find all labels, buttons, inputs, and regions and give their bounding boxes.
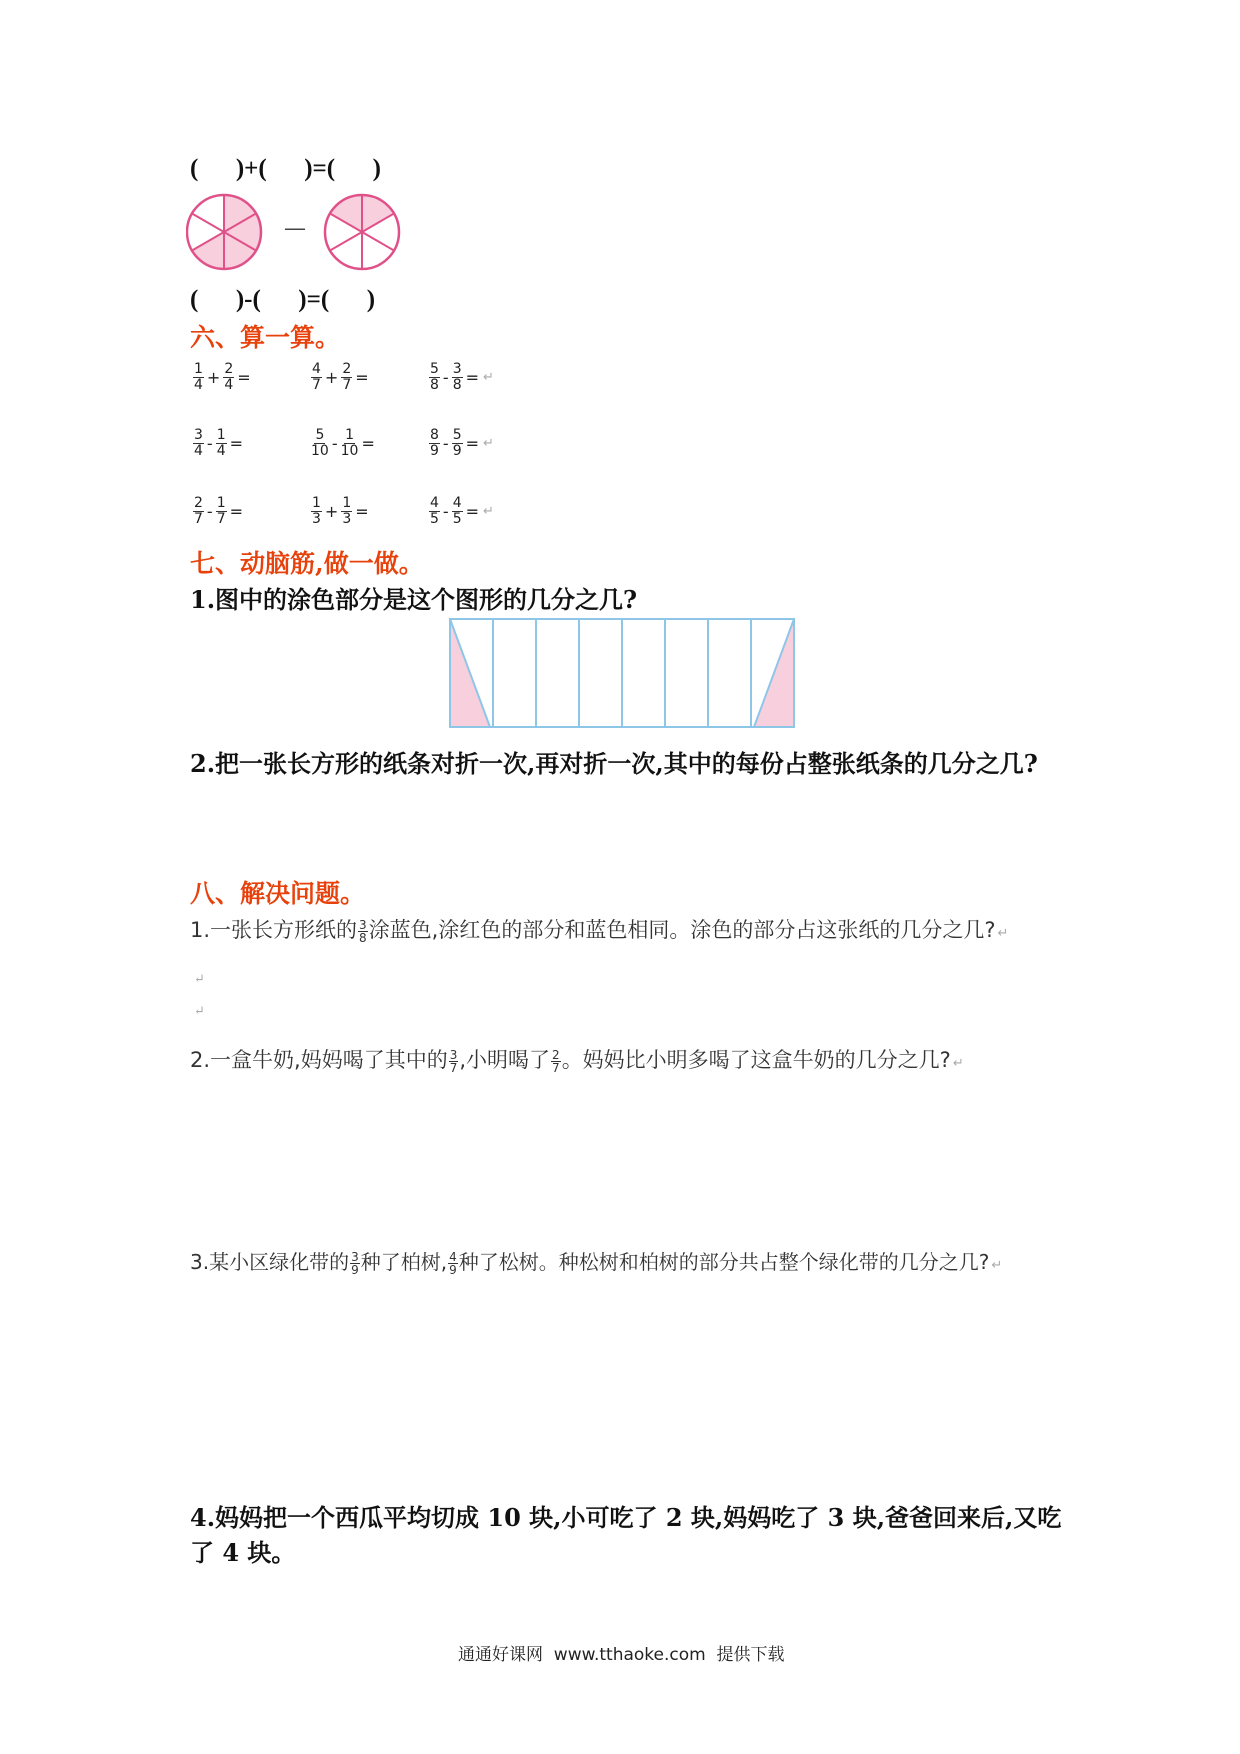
numerator: 3 [194, 427, 203, 443]
fraction [311, 428, 329, 459]
operator: - [206, 502, 213, 521]
fraction-expression [428, 496, 494, 527]
numerator: 5 [452, 427, 462, 443]
pie-right [325, 195, 399, 269]
paren-equation-top: ( )+( )=( ) [190, 155, 381, 182]
denominator: 10 [340, 443, 359, 459]
denominator: 4 [216, 443, 226, 459]
fraction [452, 362, 463, 393]
problem-8-2: 2.一盒牛奶,妈妈喝了其中的 $\frac{3}{7}$ ,小明喝了 $\frac{2}{7}$ 。妈妈比小明多喝了这盒牛奶的几分之几? ↵ [190, 1047, 964, 1075]
return-mark: ↵ [483, 370, 494, 385]
denominator: 4 [194, 377, 203, 393]
denominator: 9 [452, 443, 462, 459]
equals-sign: = [465, 502, 480, 521]
fraction-expression [310, 496, 373, 527]
denominator: 10 [311, 443, 329, 459]
fraction [311, 496, 322, 527]
numerator: 4 [452, 495, 462, 511]
equals-sign: = [361, 434, 375, 453]
minus-sign: — [284, 216, 306, 241]
operator: - [442, 502, 449, 521]
operator: - [442, 368, 449, 387]
question-7-1: 1.图中的涂色部分是这个图形的几分之几? [190, 585, 638, 614]
equals-sign: = [355, 502, 369, 521]
denominator: 7 [312, 377, 321, 393]
numerator: 2 [224, 361, 234, 377]
numerator: 1 [216, 495, 226, 511]
empty-line-mark: ↵ [194, 1004, 205, 1019]
paren-equation-bottom: ( )-( )=( ) [190, 286, 376, 313]
equals-sign: = [465, 434, 480, 453]
equals-sign: = [229, 502, 244, 521]
fraction-expression [192, 428, 247, 459]
denominator: 8 [452, 377, 462, 393]
numerator: 1 [342, 495, 352, 511]
section-7-title: 七、动脑筋,做一做。 [190, 549, 424, 578]
fraction [452, 428, 463, 459]
numerator: 4 [312, 361, 321, 377]
fraction [223, 362, 234, 393]
fraction [429, 428, 440, 459]
denominator: 9 [430, 443, 439, 459]
equals-sign: = [237, 368, 251, 387]
operator: + [206, 368, 221, 387]
denominator: 3 [342, 511, 352, 527]
fraction [429, 362, 440, 393]
denominator: 7 [194, 511, 203, 527]
fraction-expression [428, 428, 494, 459]
numerator: 4 [430, 495, 439, 511]
fraction [193, 496, 204, 527]
numerator: 5 [430, 361, 439, 377]
fraction [429, 496, 440, 527]
equals-sign: = [355, 368, 369, 387]
numerator: 1 [194, 361, 203, 377]
problem-8-1: 1.一张长方形纸的 $\frac{3}{8}$ 涂蓝色,涂红色的部分和蓝色相同。涂色的部分占这张纸的几分之几? ↵ [190, 917, 1009, 945]
operator: - [331, 434, 338, 453]
denominator: 7 [342, 377, 352, 393]
problem-8-4-line-2: 了 4 块。 [190, 1538, 296, 1567]
numerator: 1 [345, 427, 354, 443]
fraction [341, 362, 352, 393]
operator: - [206, 434, 213, 453]
fraction-expression [192, 362, 255, 393]
fraction: $\frac{3}{9}$ [351, 1250, 359, 1277]
equals-sign: = [229, 434, 244, 453]
question-7-2: 2.把一张长方形的纸条对折一次,再对折一次,其中的每份占整张纸条的几分之几? [190, 749, 1038, 778]
section-6-title: 六、算一算。 [190, 323, 341, 352]
fraction: $\frac{3}{7}$ [449, 1047, 458, 1075]
fraction [216, 428, 227, 459]
denominator: 4 [224, 377, 234, 393]
numerator: 8 [430, 427, 439, 443]
fraction [193, 428, 204, 459]
numerator: 1 [312, 495, 321, 511]
problem-8-4-line-1: 4.妈妈把一个西瓜平均切成 10 块,小可吃了 2 块,妈妈吃了 3 块,爸爸回来后,又吃 [190, 1503, 1062, 1532]
fraction-expression [192, 496, 247, 527]
return-mark: ↵ [483, 436, 494, 451]
numerator: 5 [315, 427, 325, 443]
denominator: 8 [430, 377, 439, 393]
denominator: 7 [216, 511, 226, 527]
numerator: 2 [194, 495, 203, 511]
fraction [193, 362, 204, 393]
operator: - [442, 434, 449, 453]
numerator: 3 [452, 361, 462, 377]
return-mark: ↵ [483, 504, 494, 519]
fraction-expression [310, 428, 379, 459]
section-8-title: 八、解决问题。 [190, 879, 366, 908]
fraction: $\frac{2}{7}$ [552, 1047, 560, 1075]
operator: + [324, 502, 339, 521]
fraction [452, 496, 463, 527]
fraction: $\frac{3}{8}$ [359, 917, 367, 945]
fraction [341, 496, 352, 527]
denominator: 3 [312, 511, 321, 527]
strip-figure [448, 617, 798, 729]
fraction [216, 496, 227, 527]
equals-sign: = [465, 368, 480, 387]
fraction-expression [310, 362, 373, 393]
footer-text: 通通好课网 www.tthaoke.com 提供下载 [458, 1645, 785, 1665]
fraction: $\frac{4}{9}$ [449, 1250, 457, 1277]
numerator: 1 [216, 427, 226, 443]
empty-line-mark: ↵ [194, 972, 205, 987]
fraction-expression [428, 362, 494, 393]
numerator: 2 [342, 361, 352, 377]
operator: + [324, 368, 339, 387]
pie-left [187, 195, 261, 269]
denominator: 4 [194, 443, 203, 459]
fraction [311, 362, 322, 393]
problem-8-3: 3.某小区绿化带的 $\frac{3}{9}$ 种了柏树, $\frac{4}{9}$ 种了松树。种松树和柏树的部分共占整个绿化带的几分之几? ↵ [190, 1250, 1003, 1277]
denominator: 5 [430, 511, 439, 527]
denominator: 5 [452, 511, 462, 527]
fraction [341, 428, 359, 459]
